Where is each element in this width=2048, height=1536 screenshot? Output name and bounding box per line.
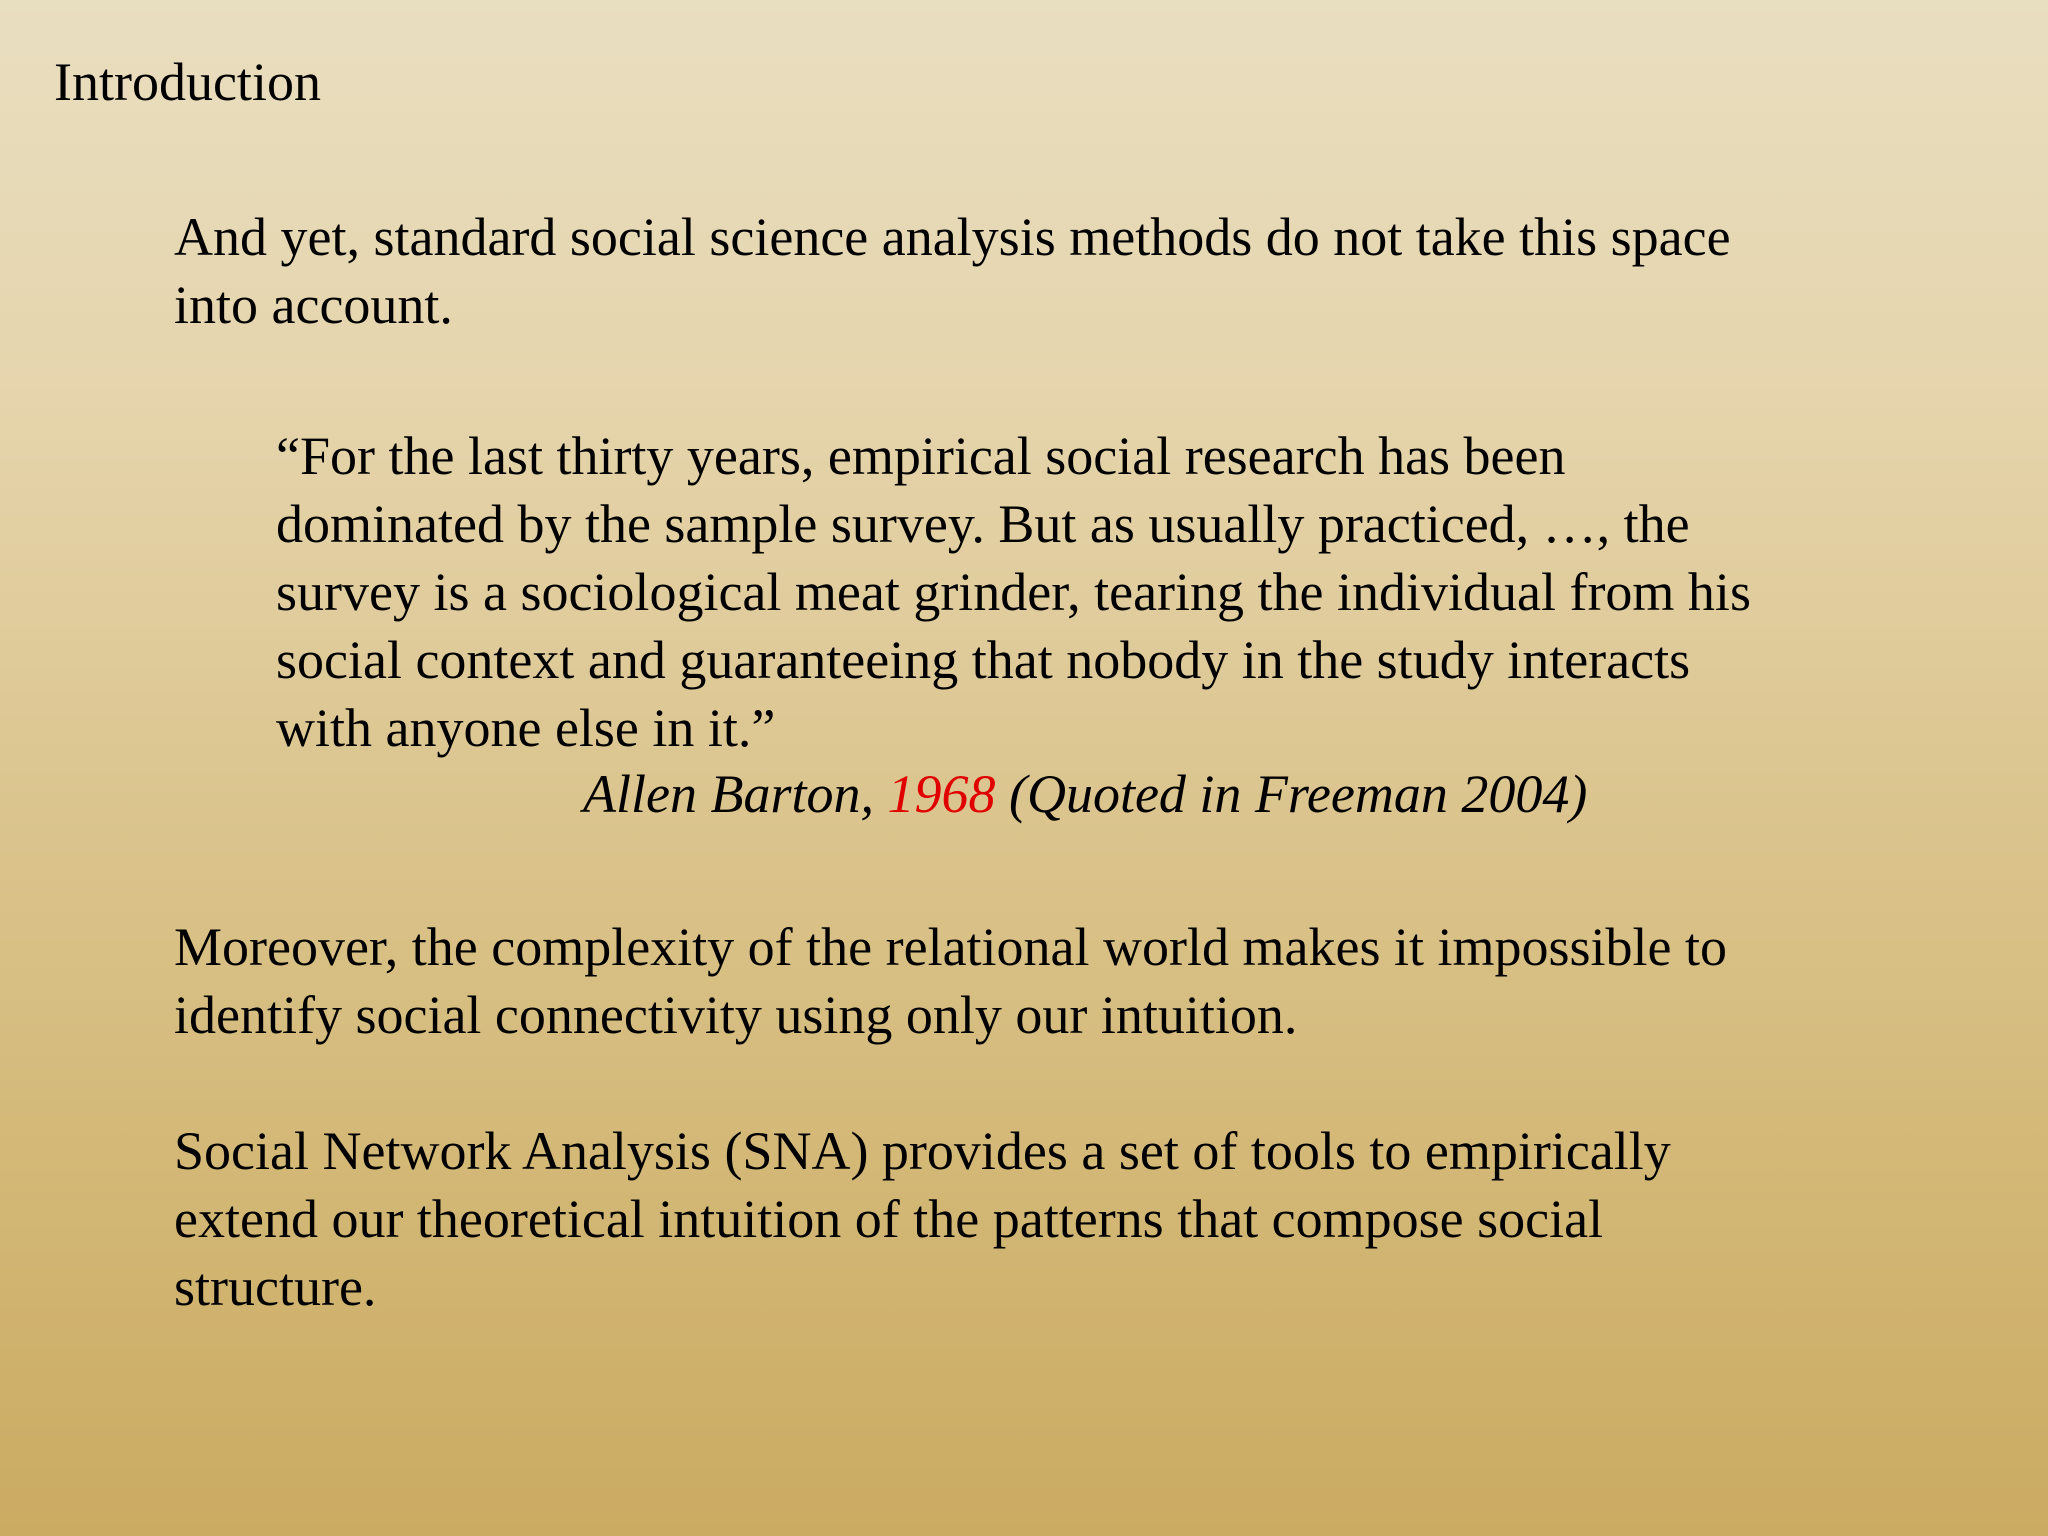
paragraph-line: identify social connectivity using only our intuition. <box>174 985 1298 1045</box>
block-quote <box>276 422 2036 762</box>
quote-line: with anyone else in it.” <box>276 698 776 758</box>
paragraph-standard-methods <box>174 203 2034 339</box>
paragraph-line: into account. <box>174 275 453 335</box>
paragraph-complexity <box>174 913 2034 1049</box>
paragraph-line: Moreover, the complexity of the relational world makes it impossible to <box>174 917 1727 977</box>
paragraph-line: And yet, standard social science analysis methods do not take this space <box>174 207 1731 267</box>
quote-line: dominated by the sample survey. But as usually practiced, …, the <box>276 494 1690 554</box>
attribution-author: Allen Barton, <box>583 764 888 824</box>
quote-line: “For the last thirty years, empirical social research has been <box>276 426 1566 486</box>
paragraph-line: Social Network Analysis (SNA) provides a set of tools to empirically <box>174 1121 1671 1181</box>
paragraph-sna <box>174 1117 2034 1321</box>
quote-line: survey is a sociological meat grinder, tearing the individual from his <box>276 562 1751 622</box>
paragraph-line: extend our theoretical intuition of the patterns that compose social <box>174 1189 1604 1249</box>
quote-line: social context and guaranteeing that nobody in the study interacts <box>276 630 1691 690</box>
paragraph-line: structure. <box>174 1257 377 1317</box>
slide-title: Introduction <box>54 52 321 112</box>
attribution-year: 1968 <box>887 764 996 824</box>
attribution-source: (Quoted in Freeman 2004) <box>995 764 1588 824</box>
quote-attribution <box>583 760 1587 828</box>
